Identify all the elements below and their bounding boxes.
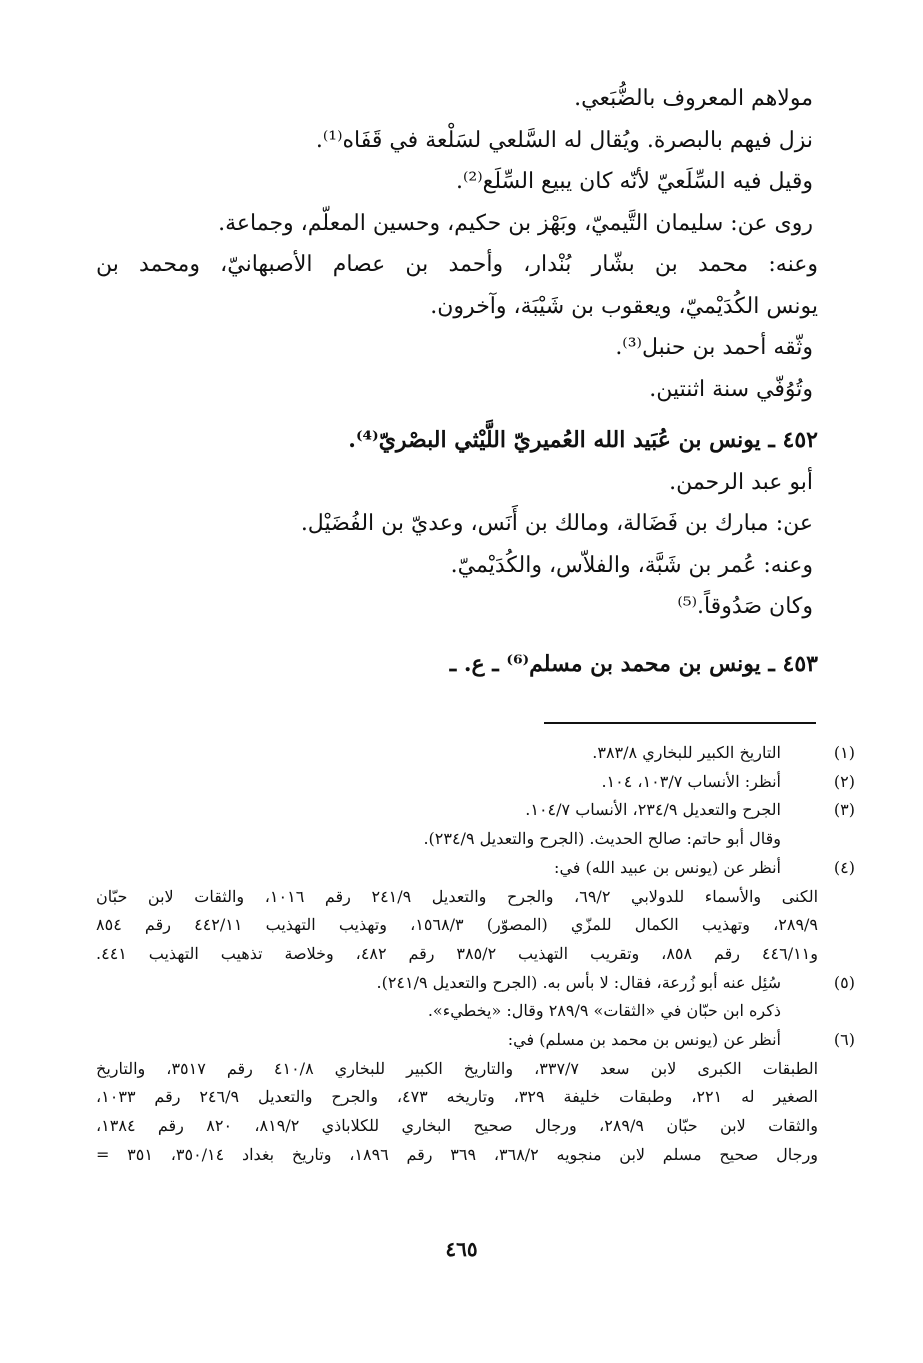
page-number: ٤٦٥ [445,1237,478,1261]
main-text [96,78,818,685]
footnote-line: الطبقات الكبرى لابن سعد ٣٣٧/٧، والتاريخ الكبير للبخاري ٤١٠/٨ رقم ٣٥١٧، والتاريخ [96,1058,819,1078]
footnote-1 [96,739,855,768]
entry-heading-453: ٤٥٣ ـ يونس بن محمد بن مسلم⁽⁶⁾ ـ ع. ـ [449,650,818,677]
footnote-line: (٤)أنظر عن (يونس بن عبيد الله) في: [96,854,818,883]
text-line: وتُوُفّي سنة اثنتين. [649,376,813,402]
text-line: وثّقه أحمد بن حنبل⁽³⁾. [615,335,813,360]
footnote-line: ٢٨٩/٩، وتهذيب الكمال للمزّي (المصوّر) ١٥٦٨/٣، وتهذيب التهذيب ٤٤٢/١١ رقم ٨٥٤ [96,915,819,935]
footnote-line: و٤٤٦/١١ رقم ٨٥٨، وتقريب التهذيب ٣٨٥/٢ رقم ٤٨٢، وخلاصة تذهيب التهذيب ٤٤١. [96,943,818,963]
footnote-5 [96,969,855,1026]
text-line: وعنه: محمد بن بشّار بُنْدار، وأحمد بن عصام الأصبهانيّ، ومحمد بن [96,252,818,277]
text-line: مولاهم المعروف بالضُّبَعي. [574,86,813,111]
footnote-separator [544,722,816,724]
text-line: نزل فيهم بالبصرة. ويُقال له السَّلعي لسَلْعة في قَفَاه⁽¹⁾. [315,127,813,153]
footnote-3 [96,796,855,853]
footnote-line: ذكره ابن حبّان في «الثقات» ٢٨٩/٩ وقال: «يخطيء». [427,1001,781,1021]
footnote-number: (٥) [833,972,855,992]
footnote-line: وقال أبو حاتم: صالح الحديث. (الجرح والتعديل ٢٣٤/٩). [423,829,781,849]
footnote-number: (٢) [833,771,855,791]
footnote-line: الكنى والأسماء للدولابي ٦٩/٢، والجرح والتعديل ٢٤١/٩ رقم ١٠١٦، والثقات لابن حبّان [96,886,819,906]
text-line: يونس الكُدَيْميّ، ويعقوب بن شَيْبَة، وآخرون. [430,293,818,319]
text-line: وكان صَدُوقاً.⁽⁵⁾ [677,594,813,619]
entry-heading-452: ٤٥٢ ـ يونس بن عُبَيد الله العُميريّ اللَّيْثي البصْريّ⁽⁴⁾. [348,427,818,453]
footnote-line: والثقات لابن حبّان ٢٨٩/٩، ورجال صحيح البخاري للكلاباذي ٨١٩/٢، ٨٢٠ رقم ١٣٨٤، [96,1116,819,1136]
text-line: روى عن: سليمان التَّيميّ، وبَهْز بن حكيم، وحسين المعلّم، وجماعة. [218,210,813,236]
footnote-6 [96,1026,855,1170]
text-line: وعنه: عُمر بن شَبَّة، والفلاّس، والكُدَيْميّ. [450,552,813,578]
footnote-line: (٣)الجرح والتعديل ٢٣٤/٩، الأنساب ١٠٤/٧. [96,796,818,825]
footnote-4 [96,854,855,969]
footnote-line: (١)التاريخ الكبير للبخاري ٣٨٣/٨. [96,739,818,768]
footnote-line: (٥)سُئِل عنه أبو زُرعة، فقال: لا بأس به. (الجرح والتعديل ٢٤١/٩). [96,969,818,998]
text-line: وقيل فيه السِّلَعيّ لأنّه كان يبيع السِّلَع⁽²⁾. [455,169,813,194]
footnote-line: ورجال صحيح مسلم لابن منجويه ٣٦٨/٢، ٣٦٩ رقم ١٨٩٦، وتاريخ بغداد ٣٥٠/١٤، ٣٥١ = [96,1144,819,1164]
footnote-line: الصغير له ٢٢١، وطبقات خليفة ٣٢٩، وتاريخه ٤٧٣، والجرح والتعديل ٢٤٦/٩ رقم ١٠٣٣، [96,1087,818,1107]
footnote-number: (٣) [833,800,855,820]
footnote-number: (٤) [833,857,855,877]
footnote-2 [96,768,855,797]
footnote-line: (٦)أنظر عن (يونس بن محمد بن مسلم) في: [96,1026,818,1055]
text-line: عن: مبارك بن فَضَالة، ومالك بن أَنَس، وعديّ بن الفُضَيْل. [300,511,813,536]
footnote-number: (٦) [833,1030,855,1050]
text-line: أبو عبد الرحمن. [669,469,813,495]
footnotes [96,739,855,1170]
footnote-number: (١) [833,743,855,762]
footnote-line: (٢)أنظر: الأنساب ١٠٣/٧، ١٠٤. [96,768,818,797]
